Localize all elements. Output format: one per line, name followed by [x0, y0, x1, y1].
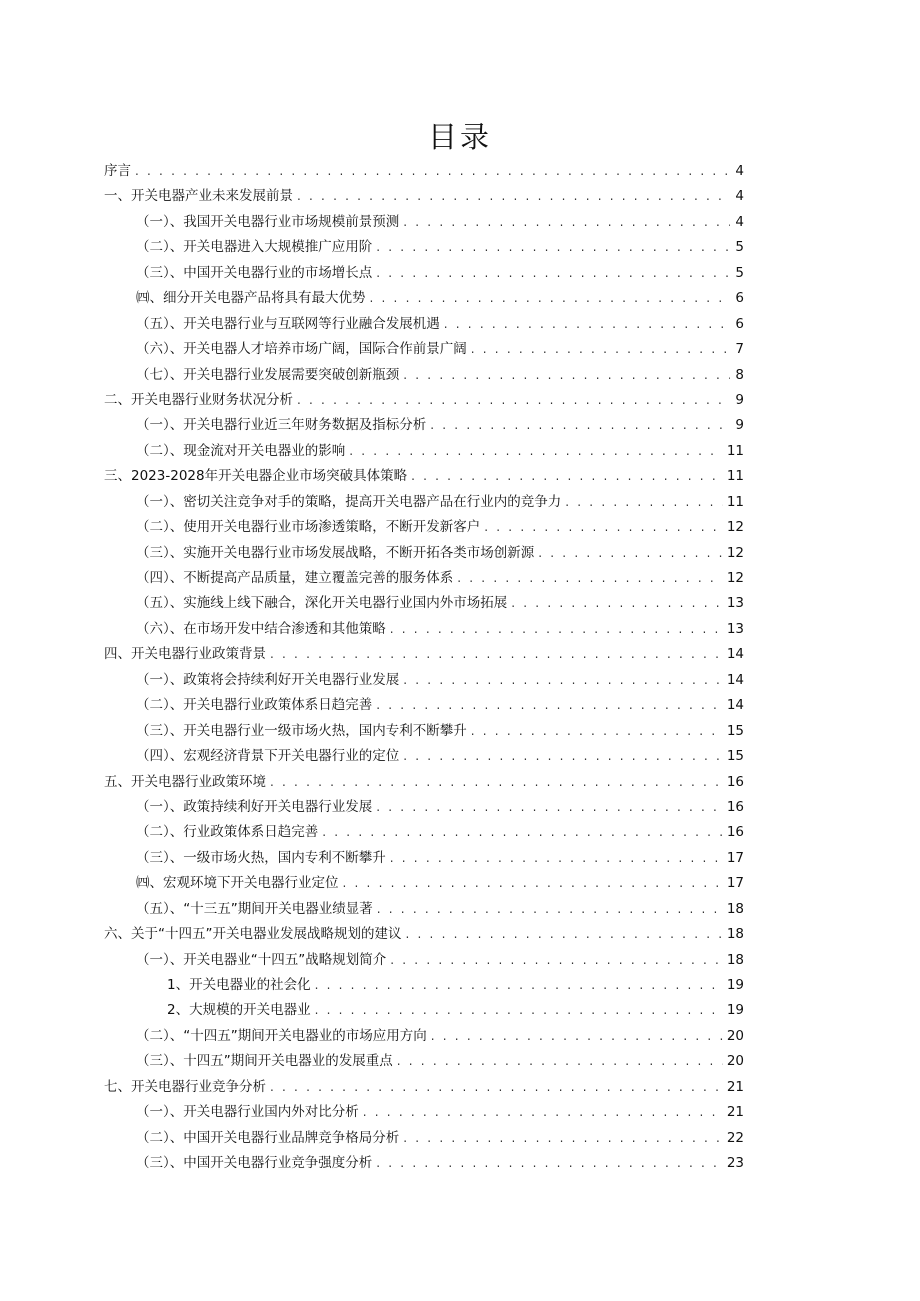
toc-entry[interactable] [104, 617, 744, 642]
toc-entry[interactable] [104, 642, 744, 667]
toc-entry[interactable] [104, 312, 744, 337]
toc-entry[interactable] [104, 515, 744, 540]
toc-entry[interactable] [104, 897, 744, 922]
toc-entry[interactable] [104, 795, 744, 820]
toc-dot-leader [315, 998, 723, 1023]
toc-page-number: 8 [735, 366, 744, 383]
toc-entry-title: （三）、中国开关电器行业竞争强度分析 [136, 1155, 373, 1172]
toc-dot-leader [322, 820, 723, 845]
toc-page-number: 16 [726, 798, 744, 815]
toc-entry[interactable] [104, 744, 744, 769]
toc-entry[interactable] [104, 566, 744, 591]
toc-entry-title: （一）、开关电器行业国内外对比分析 [136, 1104, 359, 1121]
toc-entry[interactable] [104, 337, 744, 362]
toc-page-number: 9 [735, 391, 744, 408]
toc-page-number: 23 [726, 1155, 744, 1172]
toc-entry[interactable] [104, 1049, 744, 1074]
toc-dot-leader [135, 159, 730, 184]
toc-page-number: 4 [735, 188, 744, 205]
toc-dot-leader [411, 464, 723, 489]
toc-entry[interactable] [104, 388, 744, 413]
toc-page-number: 4 [735, 213, 744, 230]
toc-entry-title: （二）、开关电器进入大规模推广应用阶 [136, 239, 373, 256]
toc-dot-leader [403, 744, 723, 769]
toc-entry-title: 三、2023-2028年开关电器企业市场突破具体策略 [104, 468, 408, 485]
toc-entry-title: （二）、使用开关电器行业市场渗透策略，不断开发新客户 [136, 519, 481, 536]
toc-entry[interactable] [104, 184, 744, 209]
toc-page-number: 4 [735, 163, 744, 179]
toc-entry[interactable] [104, 286, 744, 311]
toc-dot-leader [315, 973, 723, 998]
table-of-contents [104, 159, 744, 1177]
toc-page-number: 14 [726, 697, 744, 714]
toc-entry-title: （四）、宏观经济背景下开关电器行业的定位 [136, 748, 400, 765]
toc-page-number: 15 [726, 748, 744, 765]
toc-entry[interactable] [104, 591, 744, 616]
toc-page-number: 11 [726, 468, 744, 485]
toc-dot-leader [376, 235, 730, 260]
toc-entry[interactable] [104, 1100, 744, 1125]
toc-dot-leader [457, 566, 723, 591]
toc-page-number: 18 [726, 926, 744, 943]
toc-entry[interactable] [104, 668, 744, 693]
toc-page-number: 18 [726, 900, 744, 917]
toc-page-number: 22 [726, 1129, 744, 1146]
toc-dot-leader [376, 795, 723, 820]
toc-dot-leader [431, 1024, 723, 1049]
toc-dot-leader [376, 693, 723, 718]
toc-page-number: 5 [735, 264, 744, 281]
toc-entry[interactable] [104, 235, 744, 260]
toc-entry-title: 二、开关电器行业财务状况分析 [104, 391, 293, 408]
toc-dot-leader [270, 770, 723, 795]
toc-entry[interactable] [104, 159, 744, 184]
toc-entry-title: （五）、开关电器行业与互联网等行业融合发展机遇 [136, 315, 440, 332]
toc-entry[interactable] [104, 922, 744, 947]
toc-entry-title: （二）、“十四五”期间开关电器业的市场应用方向 [136, 1027, 427, 1044]
toc-entry[interactable] [104, 820, 744, 845]
toc-page-number: 20 [726, 1053, 744, 1070]
toc-entry-title: （六）、开关电器人才培养市场广阔，国际合作前景广阔 [136, 341, 467, 358]
toc-dot-leader [297, 184, 730, 209]
toc-entry-title: 四、开关电器行业政策背景 [104, 646, 266, 663]
toc-entry-title: （三）、十四五”期间开关电器业的发展重点 [136, 1053, 393, 1070]
toc-entry-title: 2、大规模的开关电器业 [167, 1002, 311, 1019]
toc-page-number: 13 [726, 620, 744, 637]
toc-dot-leader [484, 515, 723, 540]
toc-dot-leader [444, 312, 730, 337]
toc-entry-title: （五）、“十三五”期间开关电器业绩显著 [136, 900, 373, 917]
toc-dot-leader [403, 363, 730, 388]
toc-dot-leader [565, 490, 723, 515]
toc-entry-title: （二）、现金流对开关电器业的影响 [136, 442, 346, 459]
toc-dot-leader [538, 541, 723, 566]
toc-entry[interactable] [104, 719, 744, 744]
toc-entry-title: 五、开关电器行业政策环境 [104, 773, 266, 790]
toc-entry-title: （三）、开关电器行业一级市场火热，国内专利不断攀升 [136, 722, 467, 739]
toc-page-number: 6 [735, 315, 744, 332]
toc-entry-title: （七）、开关电器行业发展需要突破创新瓶颈 [136, 366, 400, 383]
toc-dot-leader [390, 948, 723, 973]
toc-entry[interactable] [104, 439, 744, 464]
toc-entry-title: （五）、实施线上线下融合，深化开关电器行业国内外市场拓展 [136, 595, 508, 612]
toc-dot-leader [471, 337, 730, 362]
toc-entry-title: （一）、密切关注竞争对手的策略，提高开关电器产品在行业内的竞争力 [136, 493, 562, 510]
toc-entry[interactable] [104, 210, 744, 235]
toc-dot-leader [471, 719, 723, 744]
toc-entry-title: （六）、在市场开发中结合渗透和其他策略 [136, 620, 386, 637]
toc-page-number: 16 [726, 773, 744, 790]
toc-entry[interactable] [104, 363, 744, 388]
toc-page-number: 11 [726, 442, 744, 459]
toc-page-number: 13 [726, 595, 744, 612]
toc-dot-leader [370, 286, 731, 311]
toc-entry[interactable] [104, 490, 744, 515]
toc-page-number: 15 [726, 722, 744, 739]
toc-entry-title: （二）、开关电器行业政策体系日趋完善 [136, 697, 373, 714]
page-title: 目录 [427, 120, 492, 154]
toc-entry-title: 序言 [104, 163, 131, 179]
toc-entry[interactable] [104, 1075, 744, 1100]
toc-dot-leader [390, 846, 723, 871]
toc-page-number: 14 [726, 646, 744, 663]
toc-entry[interactable] [104, 464, 744, 489]
toc-entry-title: 1、开关电器业的社会化 [167, 977, 311, 993]
toc-page-number: 12 [726, 570, 744, 586]
toc-entry[interactable] [104, 1024, 744, 1049]
toc-dot-leader [403, 210, 730, 235]
toc-entry[interactable] [104, 1126, 744, 1151]
toc-page-number: 16 [726, 824, 744, 841]
toc-page-number: 19 [726, 977, 744, 993]
toc-dot-leader [376, 261, 730, 286]
toc-entry[interactable] [104, 693, 744, 718]
toc-entry[interactable] [104, 973, 744, 998]
toc-dot-leader [403, 1126, 723, 1151]
toc-page-number: 9 [735, 417, 744, 434]
toc-entry[interactable] [104, 1151, 744, 1176]
toc-dot-leader [511, 591, 723, 616]
toc-entry-title: ㈣、宏观环境下开关电器行业定位 [136, 875, 339, 892]
toc-page-number: 6 [735, 290, 744, 307]
toc-dot-leader [363, 1100, 723, 1125]
toc-entry-title: （二）、中国开关电器行业品牌竞争格局分析 [136, 1129, 400, 1146]
toc-page-number: 5 [735, 239, 744, 256]
toc-entry-title: （一）、政策持续利好开关电器行业发展 [136, 798, 373, 815]
toc-entry[interactable] [104, 261, 744, 286]
toc-page-number: 18 [726, 951, 744, 968]
toc-page-number: 20 [726, 1027, 744, 1044]
toc-entry[interactable] [104, 541, 744, 566]
toc-dot-leader [270, 642, 723, 667]
toc-dot-leader [390, 617, 723, 642]
toc-page-number: 21 [726, 1104, 744, 1121]
toc-dot-leader [270, 1075, 723, 1100]
toc-page-number: 11 [726, 493, 744, 510]
toc-entry[interactable] [104, 846, 744, 871]
toc-entry[interactable] [104, 770, 744, 795]
toc-dot-leader [406, 922, 723, 947]
toc-entry-title: 七、开关电器行业竞争分析 [104, 1078, 266, 1095]
toc-page-number: 17 [726, 849, 744, 866]
toc-entry-title: （一）、政策将会持续利好开关电器行业发展 [136, 671, 400, 688]
toc-entry-title: ㈣、细分开关电器产品将具有最大优势 [136, 290, 366, 307]
toc-page-number: 17 [726, 875, 744, 892]
toc-dot-leader [349, 439, 723, 464]
toc-page-number: 21 [726, 1078, 744, 1095]
toc-entry-title: 六、关于“十四五”开关电器业发展战略规划的建议 [104, 926, 402, 943]
toc-page-number: 12 [726, 519, 744, 536]
toc-entry-title: （三）、实施开关电器行业市场发展战略，不断开拓各类市场创新源 [136, 544, 535, 561]
toc-entry-title: （四）、不断提高产品质量，建立覆盖完善的服务体系 [136, 570, 454, 586]
toc-page-number: 7 [735, 341, 744, 358]
toc-entry[interactable] [104, 871, 744, 896]
toc-dot-leader [397, 1049, 723, 1074]
toc-entry[interactable] [104, 948, 744, 973]
toc-entry-title: （一）、开关电器业“十四五”战略规划简介 [136, 951, 387, 968]
toc-entry-title: （三）、一级市场火热，国内专利不断攀升 [136, 849, 386, 866]
toc-dot-leader [377, 897, 723, 922]
toc-dot-leader [376, 1151, 723, 1176]
toc-entry[interactable] [104, 413, 744, 438]
toc-page-number: 19 [726, 1002, 744, 1019]
toc-dot-leader [343, 871, 723, 896]
toc-page-number: 14 [726, 671, 744, 688]
toc-entry[interactable] [104, 998, 744, 1023]
toc-entry-title: （二）、行业政策体系日趋完善 [136, 824, 319, 841]
toc-dot-leader [297, 388, 730, 413]
toc-entry-title: （一）、开关电器行业近三年财务数据及指标分析 [136, 417, 427, 434]
toc-page-number: 12 [726, 544, 744, 561]
toc-entry-title: 一、开关电器产业未来发展前景 [104, 188, 293, 205]
toc-dot-leader [430, 413, 730, 438]
toc-entry-title: （一）、我国开关电器行业市场规模前景预测 [136, 213, 400, 230]
toc-entry-title: （三）、中国开关电器行业的市场增长点 [136, 264, 373, 281]
toc-dot-leader [403, 668, 723, 693]
